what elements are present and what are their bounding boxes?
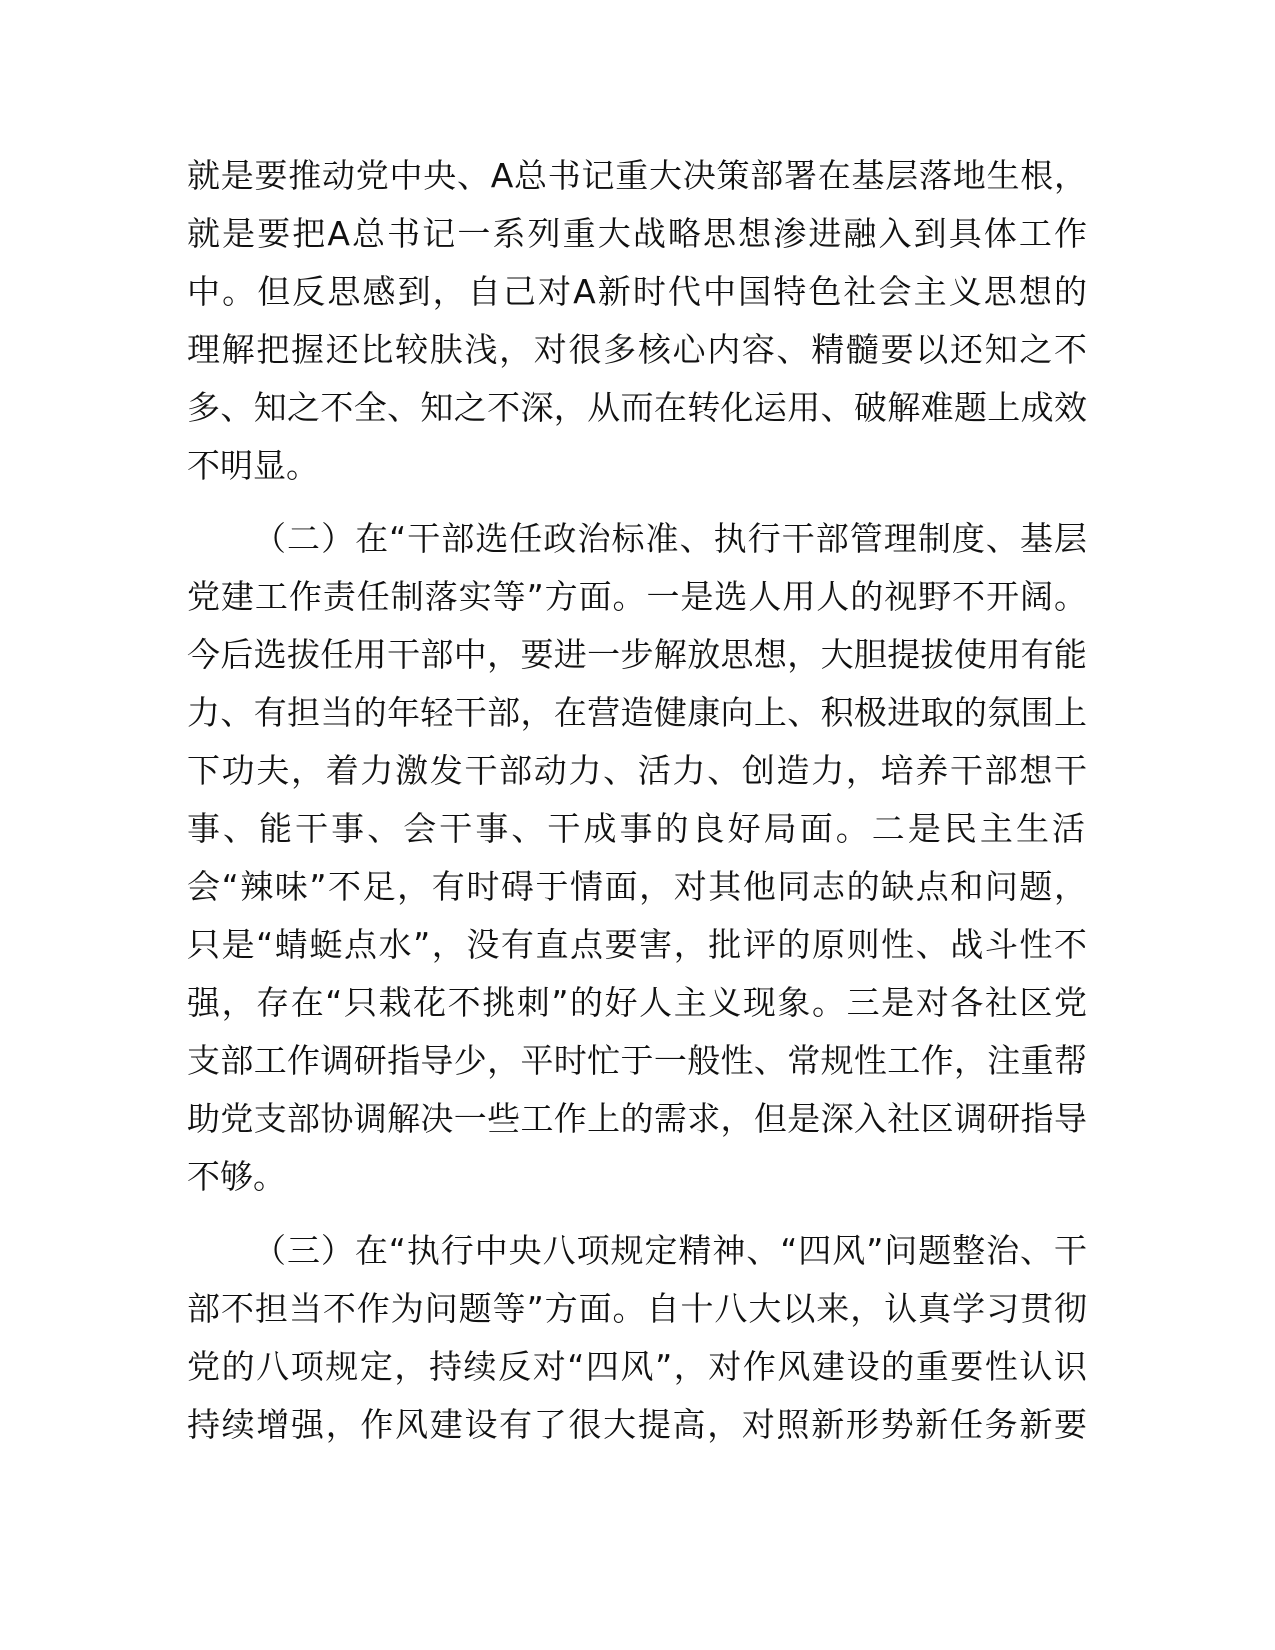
paragraph-2-line-12: 不够。 bbox=[187, 1157, 286, 1196]
paragraph-3-line-2: 部不担当不作为问题等”方面。自十八大以来，认真学习贯彻 bbox=[187, 1289, 1087, 1328]
paragraph-2-line-8: 只是“蜻蜓点水”，没有直点要害，批评的原则性、战斗性不 bbox=[187, 925, 1087, 964]
paragraph-2-line-9: 强，存在“只栽花不挑刺”的好人主义现象。三是对各社区党 bbox=[187, 983, 1087, 1022]
paragraph-1-line-4: 理解把握还比较肤浅，对很多核心内容、精髓要以还知之不 bbox=[187, 330, 1087, 369]
paragraph-1-line-1: 就是要推动党中央、A总书记重大决策部署在基层落地生根， bbox=[187, 156, 1087, 195]
paragraph-2-line-11: 助党支部协调解决一些工作上的需求，但是深入社区调研指导 bbox=[187, 1099, 1087, 1138]
paragraph-2-line-4: 力、有担当的年轻干部，在营造健康向上、积极进取的氛围上 bbox=[187, 693, 1087, 732]
paragraph-1-line-2: 就是要把A总书记一系列重大战略思想渗进融入到具体工作 bbox=[187, 214, 1087, 253]
paragraph-2-line-6: 事、能干事、会干事、干成事的良好局面。二是民主生活 bbox=[187, 809, 1087, 848]
paragraph-2-line-5: 下功夫，着力激发干部动力、活力、创造力，培养干部想干 bbox=[187, 751, 1087, 790]
paragraph-2-line-1: （二）在“干部选任政治标准、执行干部管理制度、基层 bbox=[253, 519, 1087, 558]
paragraph-1-line-6: 不明显。 bbox=[187, 446, 319, 485]
paragraph-3-line-3: 党的八项规定，持续反对“四风”，对作风建设的重要性认识 bbox=[187, 1347, 1087, 1386]
paragraph-1-line-3: 中。但反思感到，自己对A新时代中国特色社会主义思想的 bbox=[187, 272, 1087, 311]
paragraph-2-line-10: 支部工作调研指导少，平时忙于一般性、常规性工作，注重帮 bbox=[187, 1041, 1087, 1080]
paragraph-3-line-1: （三）在“执行中央八项规定精神、“四风”问题整治、干 bbox=[253, 1231, 1087, 1270]
paragraph-2-line-7: 会“辣味”不足，有时碍于情面，对其他同志的缺点和问题， bbox=[187, 867, 1087, 906]
paragraph-1-line-5: 多、知之不全、知之不深，从而在转化运用、破解难题上成效 bbox=[187, 388, 1087, 427]
paragraph-3-line-4: 持续增强，作风建设有了很大提高，对照新形势新任务新要 bbox=[187, 1405, 1087, 1444]
paragraph-2-line-3: 今后选拔任用干部中，要进一步解放思想，大胆提拔使用有能 bbox=[187, 635, 1087, 674]
paragraph-2-line-2: 党建工作责任制落实等”方面。一是选人用人的视野不开阔。 bbox=[187, 577, 1087, 616]
